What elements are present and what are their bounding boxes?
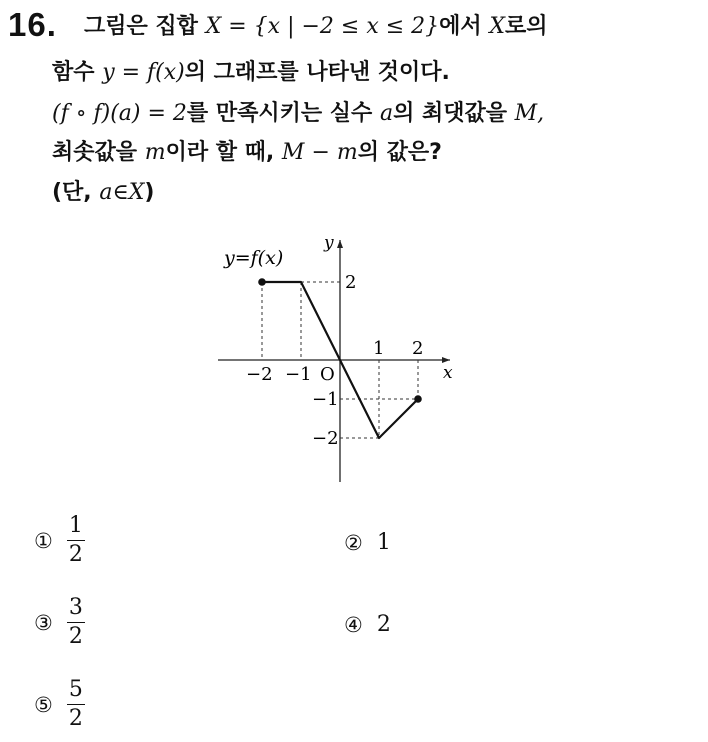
question-text: ) xyxy=(144,180,155,205)
composite-equation: (f ∘ f)(a) = 2 xyxy=(52,101,187,126)
question-line-1 xyxy=(84,12,548,42)
fraction xyxy=(67,596,85,649)
x-tick-label: −2 xyxy=(246,364,273,385)
x-tick-label: −1 xyxy=(285,364,312,385)
y-tick-label: −1 xyxy=(312,389,339,410)
denominator: 2 xyxy=(68,542,83,567)
choice-2[interactable] xyxy=(344,530,391,555)
question-number: 16. xyxy=(8,6,57,43)
question-line-5 xyxy=(52,178,154,208)
question-text: 이라 할 때, xyxy=(165,140,275,165)
denominator: 2 xyxy=(68,624,83,649)
variable-M: M, xyxy=(514,101,545,126)
question-text: 함수 xyxy=(52,60,95,85)
numerator: 3 xyxy=(68,595,83,620)
numerator: 1 xyxy=(68,513,83,538)
endpoint-dot xyxy=(414,395,422,403)
endpoint-dot xyxy=(258,278,266,286)
variable-m: m xyxy=(144,140,166,165)
question-text: 의 최댓값을 xyxy=(393,101,507,126)
question-text: 의 그래프를 나타낸 것이다. xyxy=(184,60,450,85)
choice-marker: ② xyxy=(344,530,363,555)
choice-3[interactable] xyxy=(34,596,85,649)
choice-marker: ⑤ xyxy=(34,692,53,717)
variable-a: a xyxy=(379,101,394,126)
fraction-bar xyxy=(67,704,85,705)
choice-marker: ① xyxy=(34,528,53,553)
x-axis-label: x xyxy=(443,363,453,383)
condition-expression: a∈X xyxy=(99,180,145,205)
choice-marker: ③ xyxy=(34,610,53,635)
y-tick-label: −2 xyxy=(312,428,339,449)
function-expression: y = f(x) xyxy=(102,60,185,85)
question-text: 그림은 집합 xyxy=(84,14,198,39)
question-text: 의 값은? xyxy=(357,140,442,165)
function-label: y=f(x) xyxy=(224,247,284,269)
question-line-2 xyxy=(52,58,450,88)
fraction-bar xyxy=(67,540,85,541)
choice-value: 1 xyxy=(376,530,391,555)
x-tick-label: 1 xyxy=(373,338,385,359)
question-text: 로의 xyxy=(505,14,548,39)
question-text: 최솟값을 xyxy=(52,140,138,165)
fraction-bar xyxy=(67,622,85,623)
numerator: 5 xyxy=(68,677,83,702)
choice-value: 2 xyxy=(376,612,391,637)
y-axis-arrow xyxy=(337,240,343,248)
x-tick-label: 2 xyxy=(412,338,424,359)
choice-5[interactable] xyxy=(34,678,85,731)
set-definition: X = {x | −2 ≤ x ≤ 2} xyxy=(205,14,440,39)
set-name: X xyxy=(489,14,506,39)
fraction xyxy=(67,678,85,731)
y-axis-label: y xyxy=(324,233,334,253)
function-graph xyxy=(200,228,470,498)
question-text: (단, xyxy=(52,180,92,205)
difference-expression: M − m xyxy=(281,140,358,165)
denominator: 2 xyxy=(68,706,83,731)
question-line-4 xyxy=(52,138,442,168)
choice-marker: ④ xyxy=(344,612,363,637)
choice-4[interactable] xyxy=(344,612,391,637)
origin-label: O xyxy=(320,364,335,385)
fraction xyxy=(67,514,85,567)
question-line-3 xyxy=(52,99,544,129)
y-tick-label: 2 xyxy=(345,272,357,293)
question-text: 에서 xyxy=(439,14,482,39)
question-text: 를 만족시키는 실수 xyxy=(186,101,373,126)
choice-1[interactable] xyxy=(34,514,85,567)
